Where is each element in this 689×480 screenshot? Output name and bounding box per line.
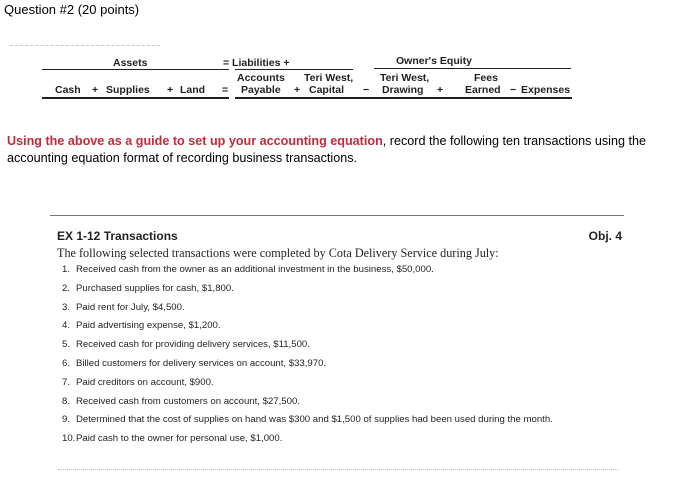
assets-rule — [42, 69, 229, 70]
transaction-text: Determined that the cost of supplies on hand was $300 and $1,500 of supplies had been used during the month. — [76, 414, 553, 426]
exercise-top-rule — [50, 215, 624, 216]
instructions-highlight: Using the above as a guide to set up your accounting equation — [7, 134, 383, 148]
transaction-number: 4. — [62, 320, 71, 332]
exercise-description: The following selected transactions were completed by Cota Delivery Service during July: — [57, 246, 499, 260]
equation-underline-assets — [42, 97, 229, 99]
liabilities-rule — [235, 69, 353, 70]
liabilities-label: = Liabilities + — [223, 57, 290, 69]
transaction-number: 8. — [62, 395, 71, 407]
transaction-text: Paid rent for July, $4,500. — [76, 301, 185, 313]
divider — [10, 45, 160, 46]
transaction-item — [62, 264, 622, 277]
land-label: Land — [180, 84, 206, 96]
transaction-item — [62, 377, 622, 390]
transaction-item — [62, 320, 622, 333]
drawing-label: Drawing — [382, 84, 424, 96]
supplies-label: Supplies — [106, 84, 150, 96]
question-title: Question #2 (20 points) — [4, 2, 140, 17]
transaction-text: Received cash from customers on account, $27,500. — [76, 395, 300, 407]
transaction-number: 6. — [62, 357, 71, 369]
assets-label: Assets — [113, 57, 148, 69]
transaction-number: 1. — [62, 264, 71, 275]
cash-label: Cash — [55, 84, 81, 96]
transaction-text: Received cash for providing delivery services, $11,500. — [76, 339, 310, 351]
equals-sign: = — [222, 84, 229, 96]
plus-sign: + — [92, 84, 99, 96]
owners-equity-rule — [374, 68, 571, 69]
transaction-item — [62, 302, 622, 315]
transaction-text: Paid advertising expense, $1,200. — [76, 320, 221, 332]
instructions — [7, 133, 677, 167]
transaction-item — [62, 358, 622, 371]
transaction-number: 9. — [62, 414, 71, 426]
instructions-rest: , record the following ten transactions using the accounting equation format of recording business transactions. — [7, 134, 646, 165]
teri-west-drawing-label: Teri West, — [380, 72, 430, 84]
transaction-text: Purchased supplies for cash, $1,800. — [76, 282, 234, 294]
transaction-item — [62, 433, 622, 446]
earned-label: Earned — [465, 84, 501, 96]
cropped-bottom-edge — [58, 469, 618, 470]
expenses-label: Expenses — [521, 84, 571, 96]
transaction-number: 2. — [62, 282, 71, 294]
capital-label: Capital — [309, 84, 345, 96]
transaction-number: 7. — [62, 376, 71, 388]
transaction-number: 5. — [62, 339, 71, 351]
exercise-title: EX 1-12 Transactions — [57, 229, 178, 243]
plus-sign: + — [167, 84, 174, 96]
accounts-label: Accounts — [237, 72, 285, 84]
teri-west-capital-label: Teri West, — [304, 72, 354, 84]
plus-sign: + — [437, 84, 444, 96]
fees-label: Fees — [474, 72, 498, 84]
equation-underline-claims — [235, 97, 572, 99]
transaction-text: Billed customers for delivery services on account, $33,970. — [76, 357, 327, 369]
transaction-text: Paid cash to the owner for personal use, $1,000. — [76, 433, 283, 445]
owners-equity-label: Owner's Equity — [396, 55, 473, 67]
minus-sign: − — [510, 84, 517, 96]
transaction-number: 3. — [62, 301, 71, 313]
transaction-text: Paid creditors on account, $900. — [76, 376, 214, 388]
transaction-item — [62, 414, 622, 427]
exercise-objective: Obj. 4 — [588, 229, 622, 243]
exercise-header — [57, 229, 622, 243]
minus-sign: − — [363, 84, 370, 96]
transaction-item — [62, 339, 622, 352]
transaction-number: 10. — [62, 433, 76, 445]
transaction-item — [62, 396, 622, 409]
transaction-item — [62, 283, 622, 296]
plus-sign: + — [294, 84, 301, 96]
payable-label: Payable — [241, 84, 281, 96]
transaction-text: Received cash from the owner as an additional investment in the business, $50,000. — [76, 264, 434, 275]
transaction-list — [62, 264, 622, 452]
